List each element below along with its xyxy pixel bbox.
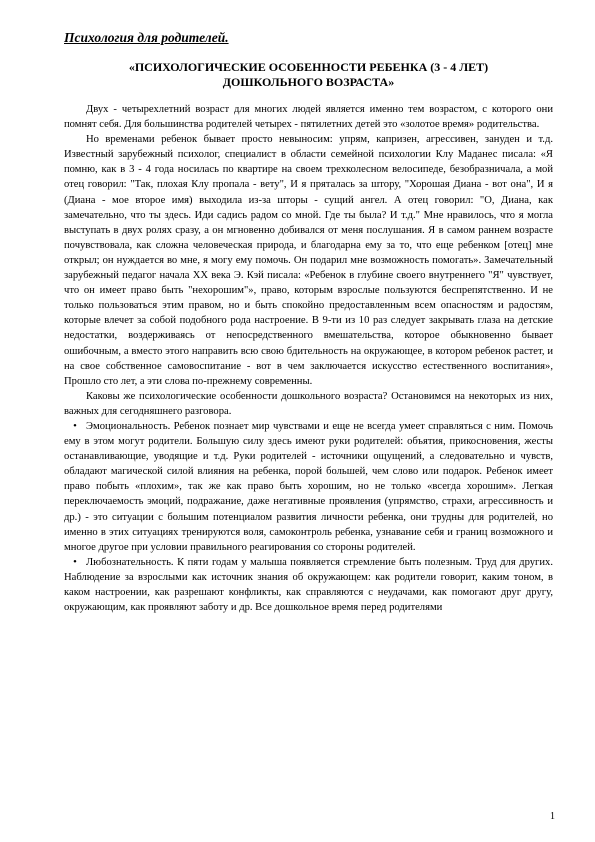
paragraph-2: Но временами ребенок бывает просто невыносим: упрям, капризен, агрессивен, зануден и т.д. Известный зарубежный психолог, специалист в области семейной психологии Клу Маданес писала: «Я помню, как в 3 - 4 года носилась по квартире на своем трехколесном велосипеде, безобразничала, а мой отец говорил: "Так, плохая Клу пропала - вету", И я пряталась за штору, "Хорошая Диана - вот она", И я (Диана - мое второе имя) выходила из-за шторы - сущий ангел. А отец говорил: "О, Диана, как замечательно, что ты здесь. Иди садись радом со мной. Где ты была? И т.д." Мне нравилось, что я могла выступать в двух ролях сразу, а он мгновенно добивался от меня послушания. Я в самом раннем возрасте почувствовала, как сложна человеческая природа, и благодарна ему за то, что еще ребенком [отец] мне открыл; он нуждается во мне, я могу ему помочь. Он подарил мне возможность помогать». Замечательный зарубежный педагог начала XX века Э. Кэй писала: «Ребенок в глубине своего внутреннего "Я" чувствует, что он имеет право быть "нехорошим"», право, которым взрослые пользуются беспрепятственно. И не только пользоваться этим правом, но и быть спокойно предоставленным всем опасностям и радостям, которые влечет за собой подобного рода настроение. В 9-ти из 10 раз следует закрывать глаза на детские недостатки, воздерживаясь от непосредственного вмешательства, которое обыкновенно бывает ошибочным, а вместо этого направить всю свою бдительность на окружающее, в котором ребенок растет, и на свое собственное самовоспитание - вот в чем заключается искусство естественного воспитания», Прошло сто лет, а эти слова по-прежнему современны. [64,134,553,387]
bullet-mark: • [73,420,77,432]
bullet-mark: • [73,556,77,568]
document-title [64,60,553,90]
title-line-1: «ПСИХОЛОГИЧЕСКИЕ ОСОБЕННОСТИ РЕБЕНКА (3 - 4 ЛЕТ) [128,60,489,74]
paragraph-1: Двух - четырехлетний возраст для многих людей является именно тем возрастом, с которого они помнят себя. Для большинства родителей четырех - пятилетних детей это «золотое время» родительства. [64,104,553,131]
title-line-2: ДОШКОЛЬНОГО ВОЗРАСТА» [222,75,395,89]
paragraph-3: Каковы же психологические особенности дошкольного возраста? Остановимся на некоторых из них, важных для сегодняшнего разговора. [64,390,553,417]
bullet-emotionality [64,419,553,555]
bullet-text: . К пяти годам у малыша появляется стремление быть полезным. Труд для других. Наблюдение за взрослыми как источник знания об окружающем: как родители говорит, каким тоном, в каком настроении, как разрешают конфликты, как справляются с неудачами, как помогают друг другу, окружающим, как проявляют заботу и др. Все дошкольное время перед родителями [64,556,553,614]
bullet-term: Любознательность [86,556,171,568]
bullet-curiosity [64,555,553,615]
page-number: 1 [550,811,555,822]
bullet-text: . Ребенок познает мир чувствами и еще не всегда умеет справляться с ним. Помочь ему в этом могут родители. Большую силу здесь имеют руки родителей: объятия, прикосновения, жесты останавливающие, уводящие и т.д. Руки родителей - источники ощущений, а следовательно и чувств, обладают магической силой влияния на ребенка, порой большей, чем слово или подарок. Ребенок имеет право побыть «плохим», так же как право быть хорошим, но не только «всегда хорошим». Легкая переключаемость эмоций, подражание, даже негативные проявления (упрямство, страхи, агрессивность и др.) - это ситуации с большим потенциалом развития личности ребенка, они трудны для родителей, но именно в этих ситуациях тренируются воля, самоконтроль ребенка, узнавание себя и границ возможного и многое другое при условии правильного реагирования со стороны родителей. [64,420,553,553]
section-header: Психология для родителей. [64,30,229,45]
bullet-term: Эмоциональность [86,420,168,432]
document-body [64,102,553,615]
